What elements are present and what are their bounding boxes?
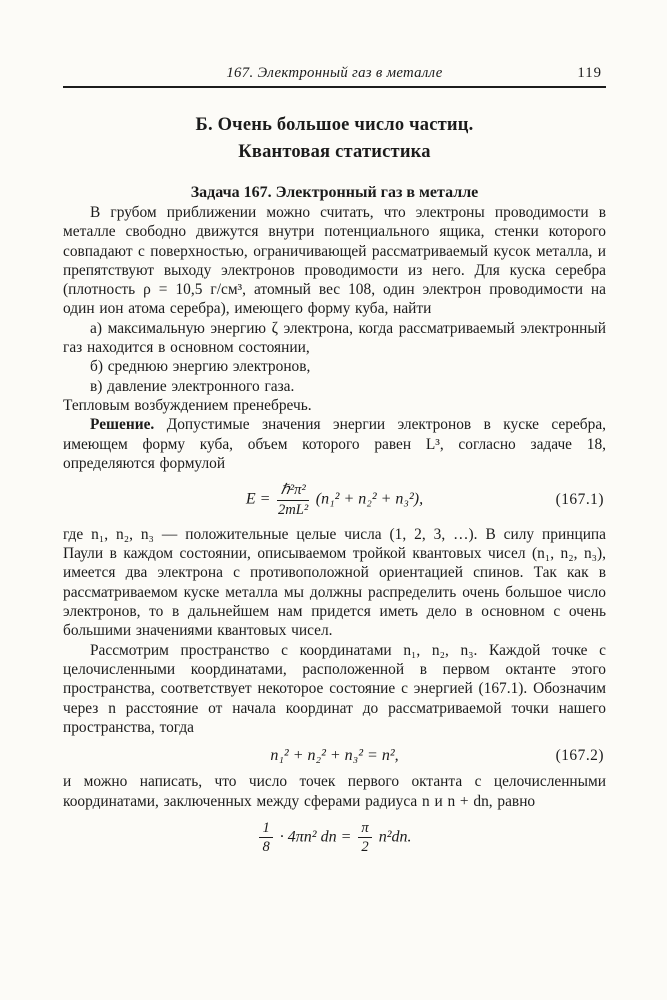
section-title xyxy=(63,112,606,166)
eq3-fraction1-numerator: 1 xyxy=(259,820,272,838)
section-title-line1: Б. Очень большое число частиц. xyxy=(195,115,474,135)
list-item-b: б) среднюю энергию электронов, xyxy=(90,358,311,376)
eq1-fraction xyxy=(277,482,308,518)
eq3-fraction-2 xyxy=(358,820,371,856)
solution-intro-text: Допустимые значения энергии электронов в куске серебра, имеющем форму куба, объем которого равен L³, согласно задаче 18, определяются формулой xyxy=(63,416,606,472)
paragraph-solution xyxy=(63,415,606,473)
equation-final xyxy=(63,820,606,856)
eq3-fraction2-numerator: π xyxy=(358,820,371,838)
eq2-number: (167.2) xyxy=(555,746,604,764)
running-head-title: 167. Электронный газ в металле xyxy=(226,65,443,81)
header-rule xyxy=(63,86,606,88)
section-title-line2: Квантовая статистика xyxy=(238,142,431,162)
eq3-fraction2-denominator: 2 xyxy=(361,839,369,856)
eq3-fraction-1 xyxy=(259,820,272,856)
running-head xyxy=(63,64,606,82)
paragraph-count: и можно написать, что число точек первого октанта с целочисленными координатами, заключенных между сферами радиуса n и n + dn, равно xyxy=(63,773,606,810)
eq3-middle: · 4πn² dn = xyxy=(279,828,352,846)
paragraph-note: Тепловым возбуждением пренебречь. xyxy=(63,396,312,414)
eq3-fraction1-denominator: 8 xyxy=(262,839,270,856)
list-item-a: а) максимальную энергию ζ электрона, когда рассматриваемый электронный газ находится в основном состоянии, xyxy=(63,319,606,357)
eq1-number: (167.1) xyxy=(555,490,604,508)
page-number: 119 xyxy=(577,65,602,81)
eq1-rhs: (n₁² + n₂² + n₃²), xyxy=(315,490,424,508)
eq1-fraction-denominator: 2mL² xyxy=(277,501,309,518)
page-content xyxy=(63,0,606,863)
eq2-expression: n₁² + n₂² + n₃² = n², xyxy=(270,747,399,765)
paragraph-where: где n₁, n₂, n₃ — положительные целые числа (1, 2, 3, …). В силу принципа Паули в каждом состоянии, описываемом тройкой квантовых чисел (n₁, n₂, n₃), имеется два электрона с противоположной ориентацией спинов. Так как в рассматриваемом куске металла мы должны распределить очень большое число электронов, то в дальнейшем нам придется иметь дело в основном с очень большими значениями квантовых чисел. xyxy=(63,525,606,640)
problem-title: Задача 167. Электронный газ в металле xyxy=(190,184,479,201)
solution-label: Решение. xyxy=(90,416,155,434)
list-item-v: в) давление электронного газа. xyxy=(90,377,295,395)
equation-167-1 xyxy=(63,482,606,518)
paragraph-space: Рассмотрим пространство с координатами n₁, n₂, n₃. Каждой точке с целочисленными координатами, расположенной в первом октанте этого пространства, соответствует некоторое состояние с энергией (167.1). Обозначим через n расстояние от начала координат до рассматриваемой точки нашего пространства, тогда xyxy=(63,641,606,736)
eq1-fraction-numerator: ℏ²π² xyxy=(277,482,308,500)
paragraph-intro: В грубом приближении можно считать, что электроны проводимости в металле свободно движутся внутри потенциального ящика, стенки которого совпадают с поверхностью, ограничивающей рассматриваемый кусок металла, и препятствуют выходу электронов проводимости из него. Для куска серебра (плотность ρ = 10,5 г/см³, атомный вес 108, один электрон проводимости на один ион атома серебра), имеющего форму куба, найти xyxy=(63,204,606,318)
eq3-tail: n²dn. xyxy=(378,828,412,846)
equation-167-2 xyxy=(63,746,606,765)
eq1-lhs: E = xyxy=(245,490,271,508)
